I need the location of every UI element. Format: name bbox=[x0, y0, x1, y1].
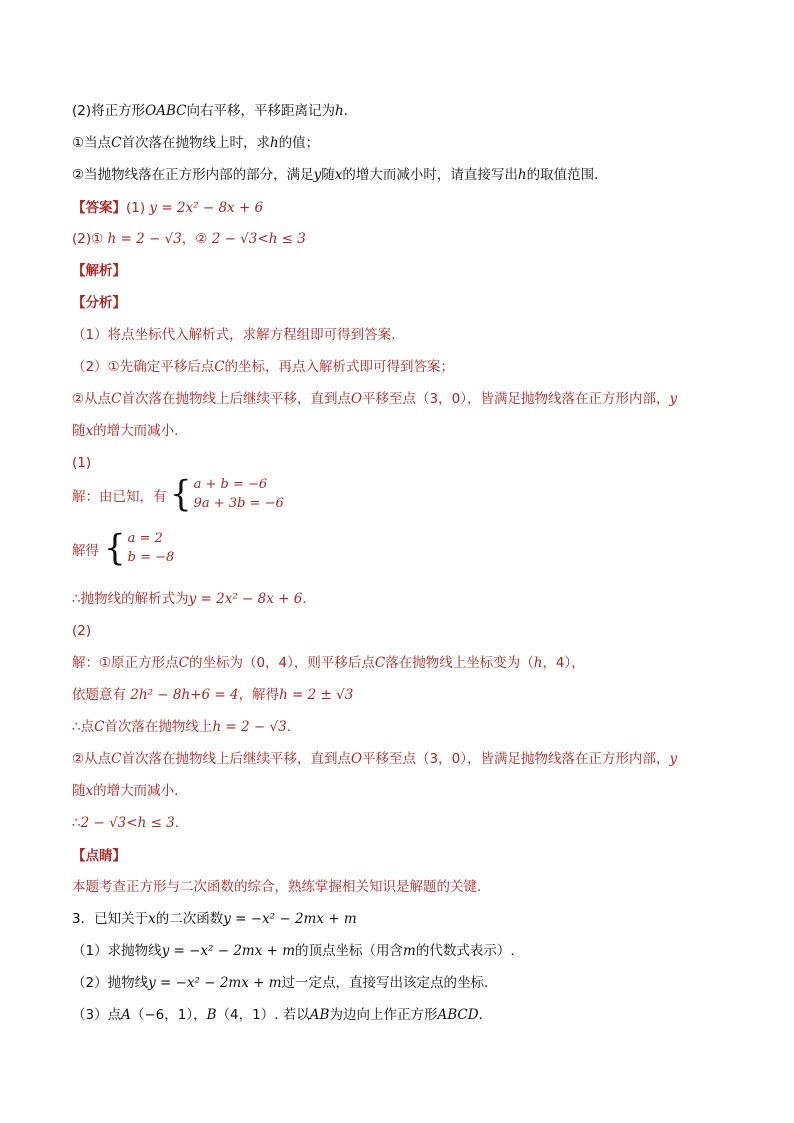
text: 的取值范围. bbox=[526, 167, 599, 183]
text: 的增大而减小. bbox=[93, 423, 179, 439]
square-abcd: ABCD bbox=[437, 1007, 479, 1023]
answer-line-2 bbox=[72, 229, 306, 249]
solution-1-conclusion bbox=[72, 589, 307, 609]
point-c: C bbox=[111, 135, 122, 151]
text: 平移至点（3，0），皆满足抛物线落在正方形内部， bbox=[362, 391, 670, 407]
solution-2-line-2 bbox=[72, 685, 353, 705]
solution-h: h = 2 ± √3 bbox=[279, 687, 354, 703]
text: （4，1）. 若以 bbox=[216, 1007, 310, 1023]
text: 首次落在抛物线上 bbox=[104, 719, 213, 735]
text: 落在抛物线上坐标变为（ bbox=[385, 655, 534, 671]
text: 的增大而减小时，请直接写出 bbox=[342, 167, 518, 183]
h-range: 2 − √3<h ≤ 3 bbox=[80, 815, 175, 831]
text: （2）①先确定平移后点 bbox=[72, 359, 215, 375]
q2-part1 bbox=[72, 133, 319, 153]
text: 的坐标为（0，4），则平移后点 bbox=[188, 655, 375, 671]
text: 3．已知关于 bbox=[72, 911, 149, 927]
text: . bbox=[302, 591, 307, 607]
point-c: C bbox=[178, 655, 189, 671]
analysis-line-4 bbox=[72, 421, 178, 441]
equation-system-1 bbox=[170, 475, 284, 513]
text: 的增大而减小. bbox=[93, 783, 179, 799]
text: 的二次函数 bbox=[155, 911, 224, 927]
system-row: a = 2 bbox=[127, 531, 163, 546]
answer-h-value: h = 2 − √3 bbox=[107, 231, 182, 247]
q2-header bbox=[72, 101, 348, 121]
text: ∴点 bbox=[72, 719, 95, 735]
function-equation: y = −x² − 2mx + m bbox=[223, 911, 357, 927]
analysis-line-1: （1）将点坐标代入解析式，求解方程组即可得到答案. bbox=[72, 327, 396, 343]
var-h: h bbox=[517, 167, 527, 183]
point-c: C bbox=[111, 751, 122, 767]
text: ，解得 bbox=[238, 687, 280, 703]
solution-2-line-3 bbox=[72, 717, 291, 737]
left-brace: { bbox=[170, 473, 192, 515]
point-o: O bbox=[350, 391, 363, 407]
text: . bbox=[286, 719, 291, 735]
text: 平移至点（3，0），皆满足抛物线落在正方形内部， bbox=[362, 751, 670, 767]
var-x: x bbox=[334, 167, 343, 183]
point-c: C bbox=[214, 359, 225, 375]
var-x: x bbox=[148, 911, 156, 927]
point-c: C bbox=[374, 655, 386, 671]
jiexi-label: 【解析】 bbox=[72, 263, 126, 279]
point-c: C bbox=[94, 719, 105, 735]
var-h: h bbox=[533, 655, 543, 671]
text: 首次落在抛物线上后继续平移，直到点 bbox=[121, 391, 351, 407]
q3-part1 bbox=[72, 941, 515, 961]
text: 的顶点坐标（用含 bbox=[295, 943, 404, 959]
parabola-equation: y = 2x² − 8x + 6 bbox=[188, 591, 303, 607]
text: ②从点 bbox=[72, 391, 112, 407]
solution-2-line-4 bbox=[72, 749, 677, 769]
var-m: m bbox=[403, 943, 416, 959]
text: （2）抛物线 bbox=[72, 975, 149, 991]
analysis-line-3 bbox=[72, 389, 677, 409]
text: ②从点 bbox=[72, 751, 112, 767]
function-equation: y = −x² − 2mx + m bbox=[148, 975, 282, 991]
part-tag: (1) bbox=[126, 200, 146, 216]
system-row: b = −8 bbox=[127, 550, 175, 565]
equation-system-2 bbox=[104, 529, 174, 567]
system-row: 9a + 3b = −6 bbox=[193, 496, 284, 511]
text: 首次落在抛物线上后继续平移，直到点 bbox=[121, 751, 351, 767]
point-a: A bbox=[121, 1007, 131, 1023]
point-c: C bbox=[111, 391, 122, 407]
var-x: x bbox=[85, 423, 94, 439]
dianjing-label: 【点睛】 bbox=[72, 848, 126, 864]
solution-1-intro: 解：由已知，有 bbox=[72, 489, 167, 505]
q2-part2 bbox=[72, 165, 598, 185]
text: 随 bbox=[72, 783, 86, 799]
solution-1-tag: (1) bbox=[72, 455, 92, 471]
text: 为边向上作正方形 bbox=[329, 1007, 438, 1023]
text: 解：①原正方形点 bbox=[72, 655, 179, 671]
text: 的代数式表示）. bbox=[415, 943, 515, 959]
text: 首次落在抛物线上时，求 bbox=[121, 135, 270, 151]
var-h: h bbox=[269, 135, 279, 151]
text: 随 bbox=[72, 423, 86, 439]
answer-line-1 bbox=[72, 198, 263, 218]
text: . bbox=[478, 1007, 483, 1023]
q3-stem bbox=[72, 909, 357, 929]
text: （1）求抛物线 bbox=[72, 943, 162, 959]
text: . bbox=[343, 103, 348, 119]
text: 的坐标，再点入解析式即可得到答案； bbox=[224, 359, 455, 375]
var-y: y bbox=[669, 751, 678, 767]
fenxi-label: 【分析】 bbox=[72, 295, 126, 311]
answer-label: 【答案】 bbox=[72, 200, 126, 216]
analysis-line-2 bbox=[72, 357, 454, 377]
text: 随 bbox=[321, 167, 335, 183]
text: 的值； bbox=[278, 135, 320, 151]
text: （−6，1）， bbox=[130, 1007, 207, 1023]
segment-ab: AB bbox=[309, 1007, 330, 1023]
solution-2-line-5 bbox=[72, 781, 178, 801]
q3-part2 bbox=[72, 973, 488, 993]
text: 向右平移，平移距离记为 bbox=[186, 103, 335, 119]
text: ，4）， bbox=[542, 655, 585, 671]
h-value: h = 2 − √3 bbox=[212, 719, 287, 735]
text: ①当点 bbox=[72, 135, 112, 151]
system-row: a + b = −6 bbox=[193, 477, 268, 492]
var-y: y bbox=[669, 391, 678, 407]
answer-equation: y = 2x² − 8x + 6 bbox=[149, 200, 264, 216]
text: ∴ bbox=[72, 815, 81, 831]
function-equation: y = −x² − 2mx + m bbox=[161, 943, 296, 959]
text: ，② bbox=[181, 231, 208, 247]
equation: 2h² − 8h+6 = 4 bbox=[130, 687, 239, 703]
left-brace: { bbox=[104, 527, 126, 569]
point-o: O bbox=[350, 751, 363, 767]
solution-2-tag: (2) bbox=[72, 623, 92, 639]
point-b: B bbox=[206, 1007, 217, 1023]
text: ∴抛物线的解析式为 bbox=[72, 591, 189, 607]
text: ②当抛物线落在正方形内部的部分，满足 bbox=[72, 167, 314, 183]
text: 过一定点，直接写出该定点的坐标. bbox=[281, 975, 489, 991]
solution-1-solved: 解得 bbox=[72, 543, 99, 559]
answer-h-range: 2 − √3<h ≤ 3 bbox=[211, 231, 306, 247]
var-y: y bbox=[313, 167, 322, 183]
text: . bbox=[174, 815, 180, 831]
var-h: h bbox=[334, 103, 344, 119]
solution-2-line-1 bbox=[72, 653, 585, 673]
summary: 本题考查正方形与二次函数的综合，熟练掌握相关知识是解题的关键. bbox=[72, 879, 482, 895]
q3-part3 bbox=[72, 1005, 483, 1025]
text: 依题意有 bbox=[72, 687, 126, 703]
part-tag: (2)① bbox=[72, 231, 104, 247]
square-name: OABC bbox=[145, 103, 187, 119]
solution-2-line-6 bbox=[72, 813, 179, 833]
var-x: x bbox=[85, 783, 94, 799]
text: （3）点 bbox=[72, 1007, 122, 1023]
text: (2)将正方形 bbox=[72, 103, 146, 119]
